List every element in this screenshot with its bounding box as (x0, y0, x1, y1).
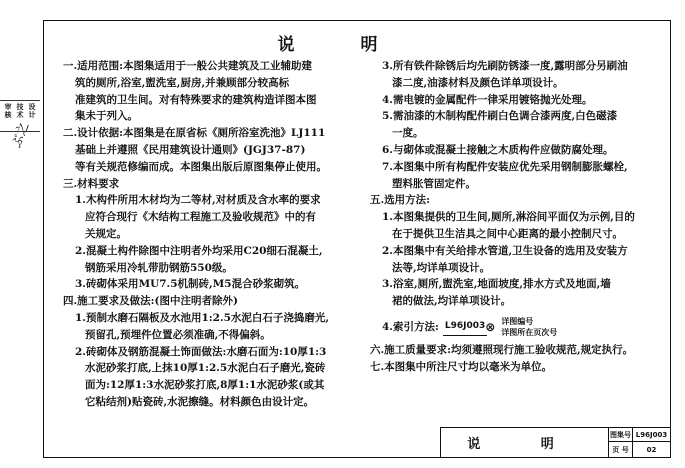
text-line: 三.材料要求 (63, 177, 120, 190)
atlas-no-value: L96J003 (633, 428, 670, 442)
text-line: 漆二度,油漆材料及颜色详单项设计。 (392, 76, 564, 89)
text-line: 面为:12厚1:3水泥砂浆打底,8厚1:1水泥砂浆(或其 (85, 379, 325, 392)
text-line: 一度。 (392, 127, 424, 140)
text-line: 预留孔,预埋件位置必须准确,不得偏斜。 (85, 328, 271, 341)
index-method (370, 316, 670, 338)
index-label-bottom: 详图所在页次号 (501, 326, 558, 337)
text-line: 钢筋采用冷轧带肋钢筋550级。 (85, 261, 233, 274)
text-line: 1.预制水磨石隔板及水池用1:2.5水泥白石子浇捣磨光, (75, 311, 330, 324)
text-line: 它粘结剂)贴瓷砖,水泥擦缝。材料颜色由设计定。 (85, 395, 315, 408)
text-line: 应符合现行《木结构工程施工及验收规范》中的有 (85, 211, 316, 224)
text-line: 四.施工要求及做法:(图中注明者除外) (63, 295, 238, 308)
text-line: 5.需油漆的木制构配件刷白色调合漆两度,白色磁漆 (382, 110, 618, 123)
text-line: 2.本图集中有关给排水管道,卫生设备的选用及安装方 (382, 244, 628, 257)
index-code: L96J003 (443, 318, 487, 336)
text-line: 3.所有铁件除锈后均先刷防锈漆一度,露明部分另刷油 (382, 60, 628, 72)
page-title: 说 明 (277, 35, 408, 55)
text-line: 1.本图集提供的卫生间,厕所,淋浴间平面仅为示例,目的 (382, 211, 635, 224)
index-method-label: 4.索引方法: (382, 320, 439, 333)
text-line: 关规定。 (85, 227, 127, 240)
text-line: 3.砖砌体采用MU7.5机制砖,M5混合砂浆砌筑。 (75, 278, 306, 291)
left-column (63, 58, 363, 411)
index-symbol (443, 318, 495, 336)
title-block-title: 说 明 (441, 428, 609, 457)
approval-table (0, 100, 40, 132)
text-line: 筑的厕所,浴室,盥洗室,厨房,并兼顾部分较高标 (75, 76, 290, 89)
text-line: 1.木构件所用木材均为二等材,对材质及含水率的要求 (75, 194, 321, 207)
text-line: 3.浴室,厕所,盥洗室,地面坡度,排水方式及地面,墙 (382, 278, 611, 291)
atlas-no-label: 图集号 (609, 428, 633, 442)
page-no-value: 02 (646, 445, 657, 454)
text-line: 准建筑的卫生间。对有特殊要求的建筑构造详图本图 (75, 93, 317, 106)
text-line: 7.本图集中所有构配件安装应优先采用钢制膨胀螺栓, (382, 160, 628, 173)
right-column (370, 58, 670, 376)
index-legend (501, 316, 557, 338)
title-block (440, 427, 671, 458)
text-line: 七.本图集中所注尺寸均以毫米为单位。 (370, 360, 553, 373)
approval-label-tech: 技术 (16, 103, 25, 119)
text-line: 基础上并遵照《民用建筑设计通则》(JGJ37-87) (75, 143, 306, 156)
text-line: 4.需电镀的金属配件一律采用镀铬抛光处理。 (382, 93, 593, 106)
text-line: 等有关规范修编而成。本图集出版后原图集停止使用。 (75, 160, 327, 173)
text-line: 一.适用范围:本图集适用于一般公共建筑及工业辅助建 (63, 60, 313, 72)
text-line: 二.设计依据:本图集是在原省标《厕所浴室洗池》LJ111 (63, 127, 326, 140)
text-line: 水泥砂浆打底,上抹10厚1:2.5水泥白石子磨光,瓷砖 (85, 362, 326, 375)
index-label-top: 详图编号 (501, 315, 534, 326)
text-line: 在于提供卫生洁具之间中心距离的最小控制尺寸。 (392, 227, 623, 240)
text-line: 法等,均详单项设计。 (392, 261, 491, 274)
text-line: 集未于列入。 (75, 110, 138, 123)
text-line: 塑料胀管固定件。 (392, 177, 476, 190)
approval-label-design: 设计 (28, 103, 37, 119)
index-marker-icon: ⊗ (485, 319, 496, 334)
text-line: 六.施工质量要求:均须遵照现行施工验收规范,规定执行。 (370, 343, 634, 356)
text-line: 2.砖砌体及钢筋混凝土饰面做法:水磨石面为:10厚1:3 (75, 345, 327, 358)
text-line: 裙的做法,均详单项设计。 (392, 295, 512, 308)
page-no-label: 页 号 (609, 442, 633, 457)
text-line: 2.混凝土构件除图中注明者外均采用C20细石混凝土, (75, 244, 323, 257)
text-line: 五.选用方法: (370, 194, 431, 207)
signature: ぶ之 (9, 120, 33, 150)
text-line: 6.与砌体或混凝土接触之木质构件应做防腐处理。 (382, 143, 614, 156)
approval-label-review: 审核 (4, 103, 13, 119)
